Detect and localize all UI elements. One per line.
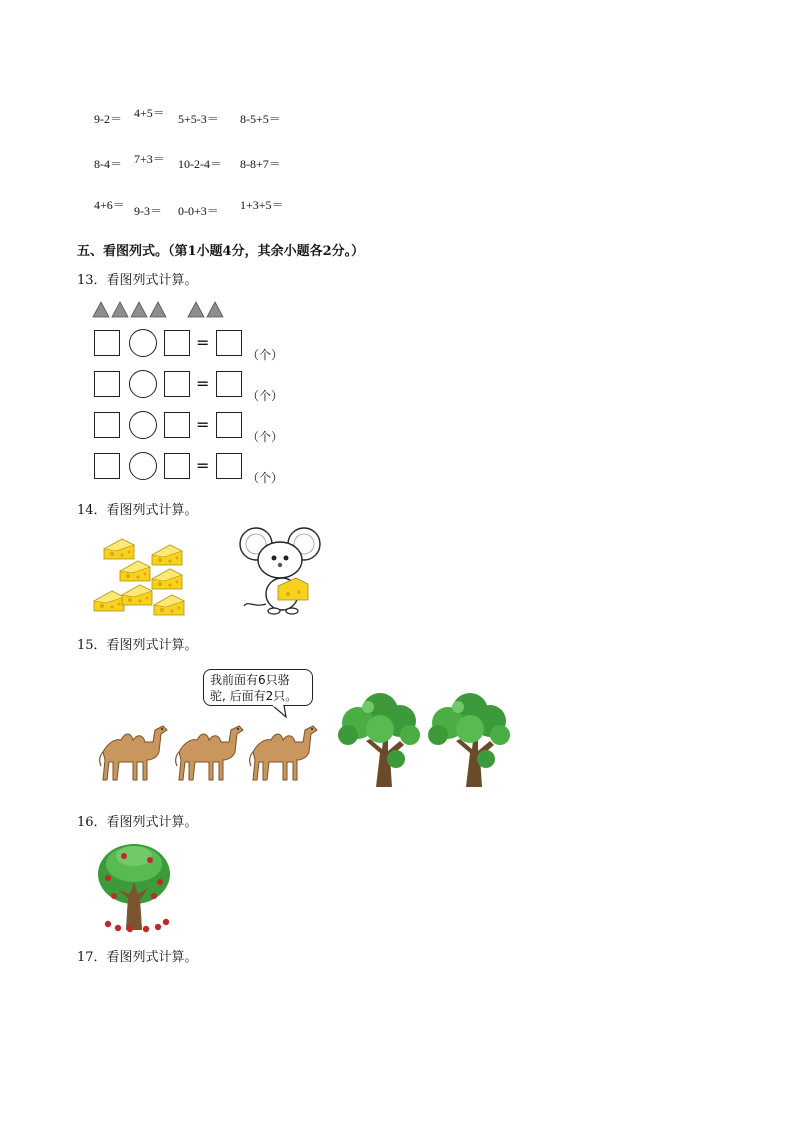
- arith-expr: 9-3＝: [134, 204, 162, 218]
- equals-sign: =: [196, 374, 210, 393]
- tree-icon: [428, 693, 510, 787]
- cheese-icon: [120, 561, 150, 581]
- operator-circle[interactable]: [129, 370, 157, 398]
- apple-icon: [163, 919, 169, 925]
- triangles-figure: [92, 300, 232, 318]
- arith-expr: 7+3＝: [134, 152, 165, 166]
- tree-icon: [338, 693, 420, 787]
- answer-box[interactable]: [94, 412, 120, 438]
- arith-expr: 4+5＝: [134, 106, 165, 120]
- answer-box[interactable]: [216, 412, 242, 438]
- answer-box[interactable]: [216, 371, 242, 397]
- question-title: 13．看图列式计算。: [77, 273, 198, 288]
- section-heading: 五、看图列式。（第1小题4分，其余小题各2分。）: [77, 244, 365, 259]
- answer-box[interactable]: [164, 330, 190, 356]
- unit-label: （个）: [247, 389, 284, 403]
- apple-icon: [157, 879, 163, 885]
- question-title: 16．看图列式计算。: [77, 815, 198, 830]
- triangle-icon: [131, 302, 147, 317]
- cheese-icon: [104, 539, 134, 559]
- arith-expr: 10-2-4＝: [178, 157, 222, 171]
- arith-expr: 4+6＝: [94, 198, 125, 212]
- cheese-icon: [154, 595, 184, 615]
- trees-figure: [336, 693, 514, 791]
- cheese-icon: [94, 591, 124, 611]
- equals-sign: =: [196, 415, 210, 434]
- mouse-illustration: [236, 524, 326, 616]
- answer-box[interactable]: [164, 371, 190, 397]
- unit-label: （个）: [247, 348, 284, 362]
- speech-bubble: [203, 669, 313, 706]
- cheese-icon: [122, 585, 152, 605]
- camel-icon: [250, 726, 317, 780]
- apple-tree-illustration: [94, 838, 174, 934]
- equals-sign: =: [196, 456, 210, 475]
- apple-icon: [105, 921, 111, 927]
- arith-expr: 8-8+7＝: [240, 157, 281, 171]
- cheese-figure: [92, 535, 188, 621]
- arith-expr: 8-4＝: [94, 157, 122, 171]
- arith-expr: 8-5+5＝: [240, 112, 281, 126]
- answer-box[interactable]: [164, 412, 190, 438]
- answer-box[interactable]: [164, 453, 190, 479]
- camel-icon: [100, 726, 167, 780]
- unit-label: （个）: [247, 430, 284, 444]
- answer-box[interactable]: [216, 330, 242, 356]
- unit-label: （个）: [247, 471, 284, 485]
- camel-icon: [176, 726, 243, 780]
- apple-icon: [147, 857, 153, 863]
- answer-box[interactable]: [216, 453, 242, 479]
- answer-box[interactable]: [94, 330, 120, 356]
- cheese-icon: [152, 545, 182, 565]
- arith-expr: 1+3+5＝: [240, 198, 284, 212]
- question-title: 17．看图列式计算。: [77, 950, 198, 965]
- speech-line: 驼, 后面有2只。: [210, 689, 298, 703]
- arith-expr: 9-2＝: [94, 112, 122, 126]
- apple-icon: [111, 893, 117, 899]
- triangle-icon: [112, 302, 128, 317]
- apple-icon: [143, 926, 149, 932]
- camels-figure: [95, 716, 321, 788]
- answer-box[interactable]: [94, 453, 120, 479]
- apple-icon: [151, 893, 157, 899]
- triangle-icon: [207, 302, 223, 317]
- triangle-icon: [150, 302, 166, 317]
- apple-icon: [127, 926, 133, 932]
- equals-sign: =: [196, 333, 210, 352]
- answer-box[interactable]: [94, 371, 120, 397]
- apple-icon: [155, 924, 161, 930]
- triangle-icon: [188, 302, 204, 317]
- operator-circle[interactable]: [129, 329, 157, 357]
- apple-icon: [105, 875, 111, 881]
- cheese-icon: [152, 569, 182, 589]
- operator-circle[interactable]: [129, 452, 157, 480]
- triangle-icon: [93, 302, 109, 317]
- arith-expr: 0-0+3＝: [178, 204, 219, 218]
- question-title: 14．看图列式计算。: [77, 503, 198, 518]
- speech-line: 我前面有6只骆: [210, 673, 290, 687]
- apple-icon: [115, 925, 121, 931]
- question-title: 15．看图列式计算。: [77, 638, 198, 653]
- operator-circle[interactable]: [129, 411, 157, 439]
- arith-expr: 5+5-3＝: [178, 112, 219, 126]
- apple-icon: [121, 853, 127, 859]
